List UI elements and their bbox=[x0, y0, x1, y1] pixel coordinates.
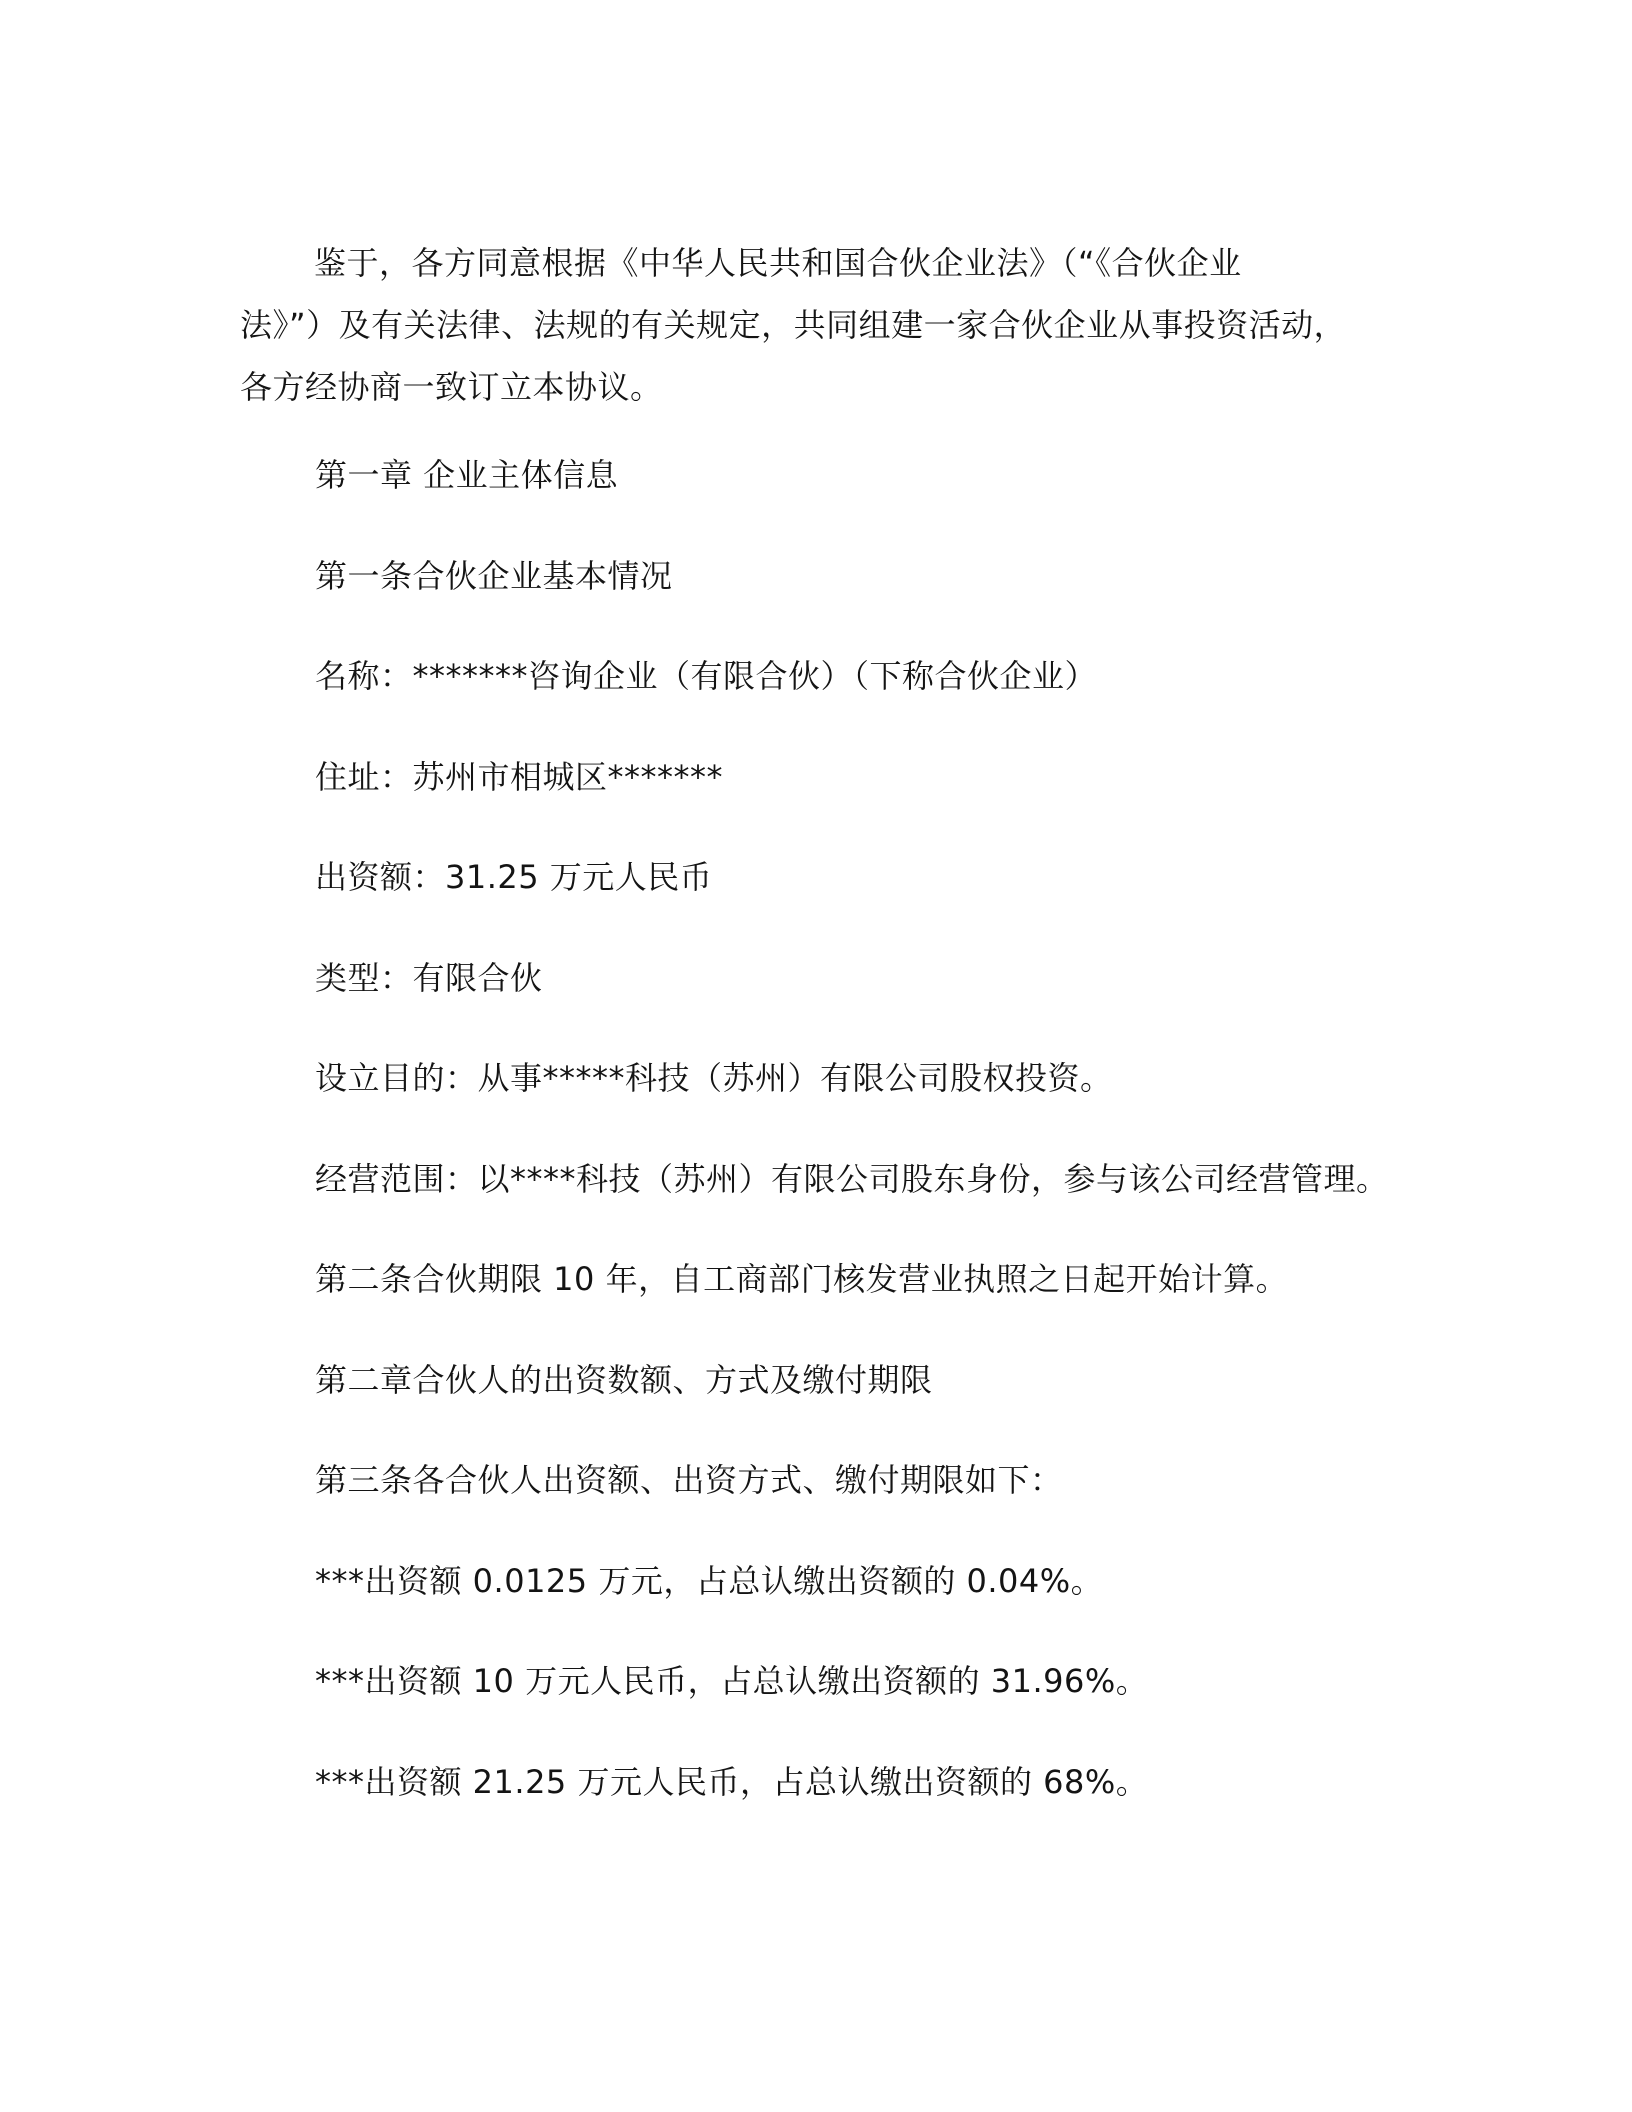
partner-contribution-3: ***出资额 21.25 万元人民币，占总认缴出资额的 68%。 bbox=[315, 1763, 1149, 1801]
company-address: 住址：苏州市相城区******* bbox=[315, 758, 724, 796]
intro-line-1: 鉴于，各方同意根据《中华人民共和国合伙企业法》（“《合伙企业 bbox=[314, 244, 1242, 282]
business-scope: 经营范围：以****科技（苏州）有限公司股东身份，参与该公司经营管理。 bbox=[315, 1160, 1389, 1198]
chapter-1-heading: 第一章 企业主体信息 bbox=[315, 456, 619, 494]
establishment-purpose: 设立目的：从事*****科技（苏州）有限公司股权投资。 bbox=[315, 1059, 1113, 1097]
partner-contribution-2: ***出资额 10 万元人民币，占总认缴出资额的 31.96%。 bbox=[315, 1662, 1149, 1700]
intro-line-3: 各方经协商一致订立本协议。 bbox=[240, 368, 663, 406]
partner-contribution-1: ***出资额 0.0125 万元，占总认缴出资额的 0.04%。 bbox=[315, 1562, 1104, 1600]
company-name: 名称：*******咨询企业（有限合伙）（下称合伙企业） bbox=[315, 657, 1098, 695]
company-type: 类型：有限合伙 bbox=[315, 959, 543, 997]
article-1-heading: 第一条合伙企业基本情况 bbox=[315, 557, 673, 595]
chapter-2-heading: 第二章合伙人的出资数额、方式及缴付期限 bbox=[315, 1361, 933, 1399]
intro-paragraph bbox=[240, 232, 1380, 418]
article-2-term: 第二条合伙期限 10 年，自工商部门核发营业执照之日起开始计算。 bbox=[315, 1260, 1289, 1298]
capital-amount: 出资额：31.25 万元人民币 bbox=[315, 858, 713, 896]
article-3-heading: 第三条各合伙人出资额、出资方式、缴付期限如下： bbox=[315, 1461, 1063, 1499]
intro-line-2: 法》”）及有关法律、法规的有关规定，共同组建一家合伙企业从事投资活动， bbox=[240, 306, 1347, 344]
